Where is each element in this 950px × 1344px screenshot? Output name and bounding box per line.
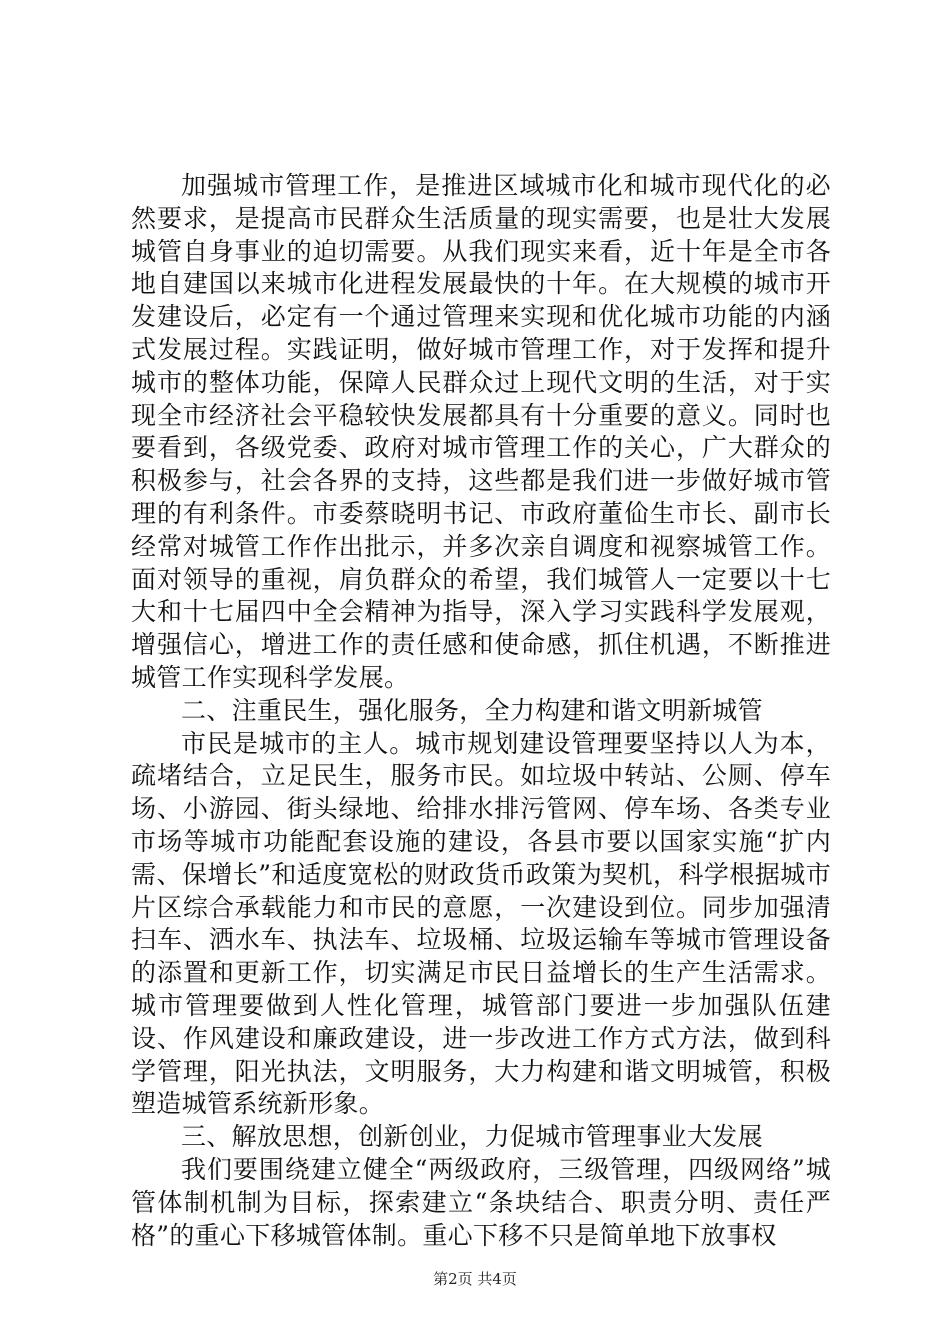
paragraph-urban-management-importance: 加强城市管理工作，是推进区域城市化和城市现代化的必然要求，是提高市民群众生活质量的现实需要，也是壮大发展城管自身事业的迫切需要。从我们现实来看，近十年是全市各地自建国以来城市化进程发展最快的十年。在大规模的城市开发建设后，必定有一个通过管理来实现和优化城市功能的内涵式发展过程。实践证明，做好城市管理工作，对于发挥和提升城市的整体功能，保障人民群众过上现代文明的生活，对于实现全市经济社会平稳较快发展都具有十分重要的意义。同时也要看到，各级党委、政府对城市管理工作的关心，广大群众的积极参与，社会各界的支持，这些都是我们进一步做好城市管理的有利条件。市委蔡晓明书记、市政府董佡生市长、副市长经常对城管工作作出批示，并多次亲自调度和视察城管工作。面对领导的重视，肩负群众的希望，我们城管人一定要以十七大和十七届四中全会精神为指导，深入学习实践科学发展观，增强信心，增进工作的责任感和使命感，抓住机遇，不断推进城管工作实现科学发展。 xyxy=(131,171,831,692)
page-number-footer: 第2页 共4页 xyxy=(433,1270,517,1288)
paragraph-citizens: 市民是城市的主人。城市规划建设管理要坚持以人为本，疏堵结合，立足民生，服务市民。如垃圾中转站、公厕、停车场、小游园、街头绿地、给排水排污管网、停车场、各类专业市场等城市功能配套设施的建设，各县市要以国家实施“扩内需、保增长”和适度宽松的财政货币政策为契机，科学根据城市片区综合承载能力和市民的意愿，一次建设到位。同步加强清扫车、洒水车、执法车、垃圾桶、垃圾运输车等城市管理设备的添置和更新工作，切实满足市民日益增长的生产生活需求。城市管理要做到人性化管理，城管部门要进一步加强队伍建设、作风建设和廉政建设，进一步改进工作方式方法，做到科学管理，阳光执法，文明服务，大力构建和谐文明城管，积极塑造城管系统新形象。 xyxy=(131,728,831,1119)
section-heading-3: 三、解放思想，创新创业，力促城市管理事业大发展 xyxy=(181,1122,763,1152)
paragraph-management-system: 我们要围绕建立健全“两级政府，三级管理，四级网络”城管体制机制为目标，探索建立“条块结合、职责分明、责任严格”的重心下移城管体制。重心下移不只是简单地下放事权 xyxy=(131,1154,831,1250)
section-heading-2: 二、注重民生，强化服务，全力构建和谐文明新城管 xyxy=(181,695,763,725)
document-body xyxy=(131,170,831,1252)
